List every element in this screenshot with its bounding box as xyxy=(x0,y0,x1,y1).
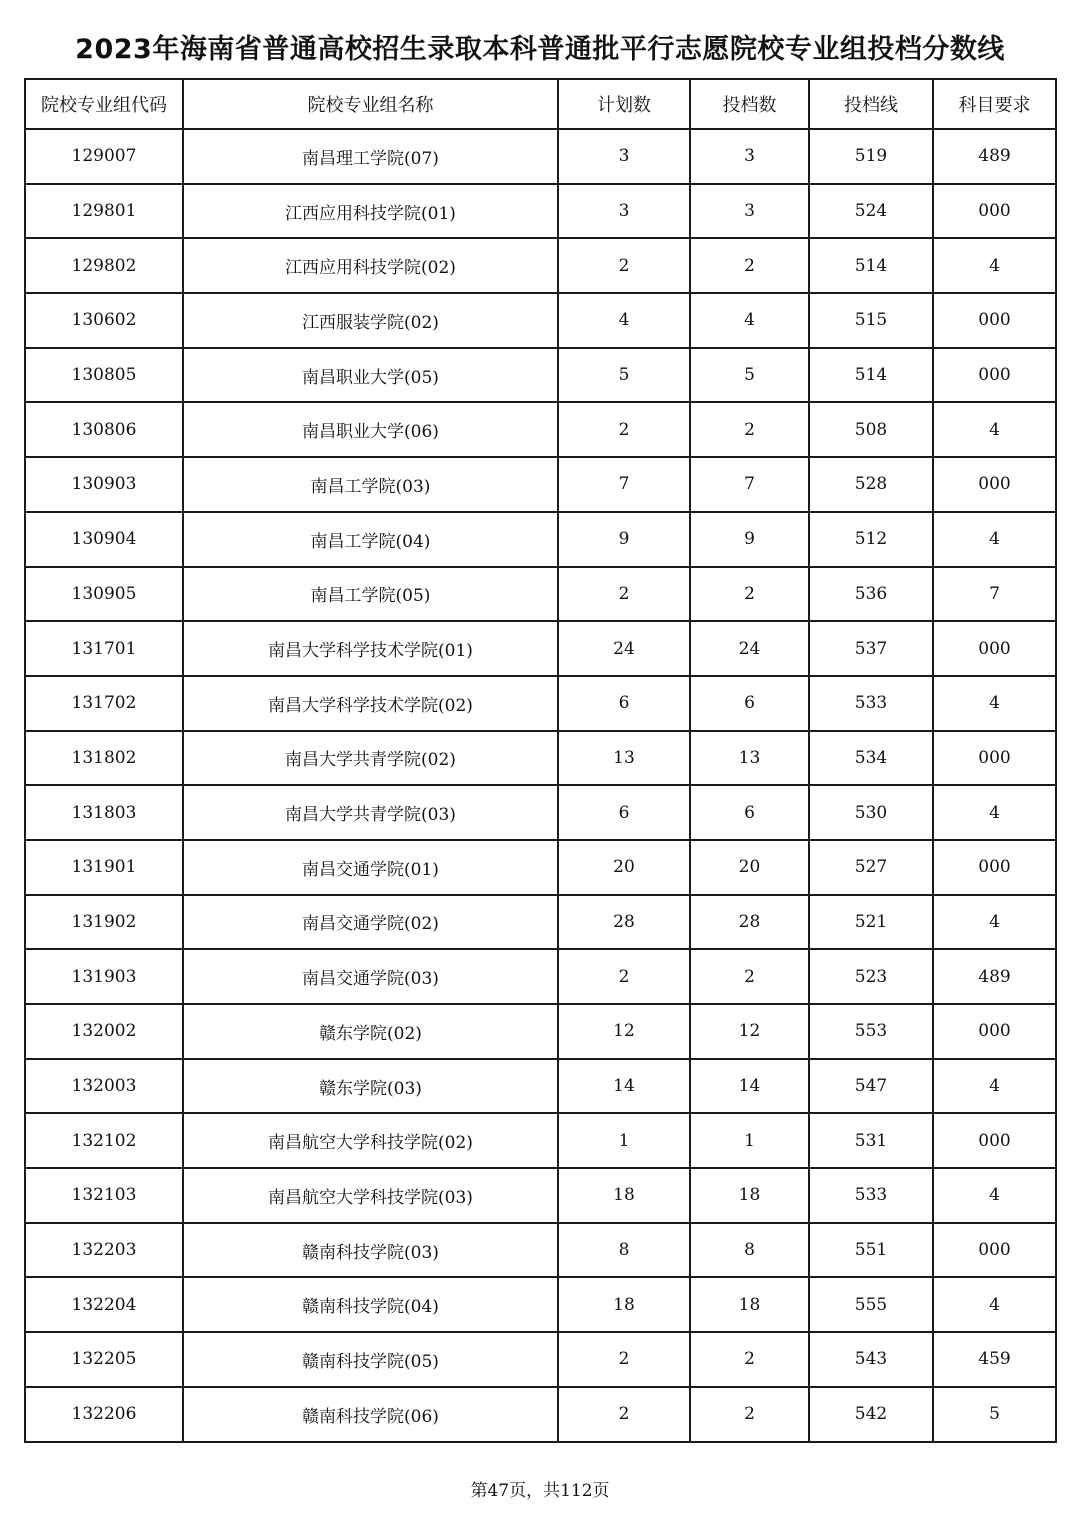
table-row xyxy=(25,1004,1056,1059)
table-row xyxy=(25,731,1056,786)
admitted-count-cell: 18 xyxy=(690,1168,809,1223)
plan-count-cell: 13 xyxy=(558,731,690,786)
header-cutoff-score: 投档线 xyxy=(809,79,933,129)
group-code-cell: 130602 xyxy=(25,293,183,348)
table-body xyxy=(25,129,1056,1442)
admitted-count-cell: 2 xyxy=(690,1332,809,1387)
plan-count-cell: 6 xyxy=(558,676,690,731)
group-code-cell: 132102 xyxy=(25,1113,183,1168)
subject-requirement-cell: 000 xyxy=(933,1004,1056,1059)
group-name-cell: 江西服装学院(02) xyxy=(183,293,558,348)
cutoff-score-cell: 536 xyxy=(809,567,933,622)
group-code-cell: 130903 xyxy=(25,457,183,512)
table-row xyxy=(25,238,1056,293)
table-row xyxy=(25,1277,1056,1332)
subject-requirement-cell: 489 xyxy=(933,129,1056,184)
group-code-cell: 130904 xyxy=(25,512,183,567)
group-code-cell: 132204 xyxy=(25,1277,183,1332)
admitted-count-cell: 2 xyxy=(690,238,809,293)
table-row xyxy=(25,785,1056,840)
subject-requirement-cell: 4 xyxy=(933,1277,1056,1332)
plan-count-cell: 6 xyxy=(558,785,690,840)
header-plan-count: 计划数 xyxy=(558,79,690,129)
table-row xyxy=(25,1387,1056,1442)
plan-count-cell: 7 xyxy=(558,457,690,512)
subject-requirement-cell: 000 xyxy=(933,1113,1056,1168)
plan-count-cell: 2 xyxy=(558,1332,690,1387)
cutoff-score-cell: 534 xyxy=(809,731,933,786)
subject-requirement-cell: 000 xyxy=(933,457,1056,512)
admitted-count-cell: 2 xyxy=(690,1387,809,1442)
admitted-count-cell: 28 xyxy=(690,895,809,950)
plan-count-cell: 3 xyxy=(558,184,690,239)
group-name-cell: 南昌理工学院(07) xyxy=(183,129,558,184)
subject-requirement-cell: 5 xyxy=(933,1387,1056,1442)
plan-count-cell: 24 xyxy=(558,621,690,676)
cutoff-score-cell: 533 xyxy=(809,1168,933,1223)
group-code-cell: 131803 xyxy=(25,785,183,840)
group-code-cell: 132103 xyxy=(25,1168,183,1223)
subject-requirement-cell: 489 xyxy=(933,949,1056,1004)
table-row xyxy=(25,402,1056,457)
group-name-cell: 南昌职业大学(05) xyxy=(183,348,558,403)
cutoff-score-cell: 515 xyxy=(809,293,933,348)
group-code-cell: 130805 xyxy=(25,348,183,403)
group-name-cell: 赣南科技学院(03) xyxy=(183,1223,558,1278)
admitted-count-cell: 20 xyxy=(690,840,809,895)
table-row xyxy=(25,129,1056,184)
group-name-cell: 赣东学院(02) xyxy=(183,1004,558,1059)
plan-count-cell: 3 xyxy=(558,129,690,184)
header-admitted-count: 投档数 xyxy=(690,79,809,129)
table-row xyxy=(25,184,1056,239)
table-row xyxy=(25,1223,1056,1278)
plan-count-cell: 1 xyxy=(558,1113,690,1168)
group-name-cell: 南昌工学院(04) xyxy=(183,512,558,567)
group-name-cell: 赣南科技学院(04) xyxy=(183,1277,558,1332)
plan-count-cell: 2 xyxy=(558,238,690,293)
subject-requirement-cell: 4 xyxy=(933,402,1056,457)
group-name-cell: 南昌航空大学科技学院(03) xyxy=(183,1168,558,1223)
plan-count-cell: 9 xyxy=(558,512,690,567)
subject-requirement-cell: 4 xyxy=(933,512,1056,567)
plan-count-cell: 18 xyxy=(558,1168,690,1223)
plan-count-cell: 14 xyxy=(558,1059,690,1114)
plan-count-cell: 18 xyxy=(558,1277,690,1332)
cutoff-score-cell: 508 xyxy=(809,402,933,457)
subject-requirement-cell: 4 xyxy=(933,1059,1056,1114)
table-row xyxy=(25,1332,1056,1387)
table-row xyxy=(25,840,1056,895)
cutoff-score-cell: 531 xyxy=(809,1113,933,1168)
table-header-row xyxy=(25,79,1056,129)
group-code-cell: 130905 xyxy=(25,567,183,622)
group-code-cell: 130806 xyxy=(25,402,183,457)
table-row xyxy=(25,567,1056,622)
score-table xyxy=(24,78,1057,1443)
subject-requirement-cell: 4 xyxy=(933,785,1056,840)
subject-requirement-cell: 000 xyxy=(933,840,1056,895)
group-code-cell: 132206 xyxy=(25,1387,183,1442)
admitted-count-cell: 6 xyxy=(690,785,809,840)
cutoff-score-cell: 519 xyxy=(809,129,933,184)
cutoff-score-cell: 551 xyxy=(809,1223,933,1278)
group-code-cell: 131901 xyxy=(25,840,183,895)
group-name-cell: 南昌大学科学技术学院(02) xyxy=(183,676,558,731)
admitted-count-cell: 2 xyxy=(690,567,809,622)
page-footer: 第47页，共112页 xyxy=(470,1481,610,1501)
group-code-cell: 129007 xyxy=(25,129,183,184)
group-name-cell: 赣东学院(03) xyxy=(183,1059,558,1114)
table-row xyxy=(25,676,1056,731)
group-name-cell: 江西应用科技学院(01) xyxy=(183,184,558,239)
cutoff-score-cell: 537 xyxy=(809,621,933,676)
cutoff-score-cell: 555 xyxy=(809,1277,933,1332)
admitted-count-cell: 5 xyxy=(690,348,809,403)
plan-count-cell: 28 xyxy=(558,895,690,950)
group-name-cell: 南昌交通学院(02) xyxy=(183,895,558,950)
admitted-count-cell: 4 xyxy=(690,293,809,348)
admitted-count-cell: 3 xyxy=(690,184,809,239)
subject-requirement-cell: 000 xyxy=(933,348,1056,403)
subject-requirement-cell: 000 xyxy=(933,184,1056,239)
plan-count-cell: 20 xyxy=(558,840,690,895)
header-subject-requirement: 科目要求 xyxy=(933,79,1056,129)
subject-requirement-cell: 4 xyxy=(933,895,1056,950)
group-name-cell: 赣南科技学院(06) xyxy=(183,1387,558,1442)
table-row xyxy=(25,1059,1056,1114)
table-row xyxy=(25,457,1056,512)
admitted-count-cell: 18 xyxy=(690,1277,809,1332)
admitted-count-cell: 9 xyxy=(690,512,809,567)
group-name-cell: 南昌交通学院(03) xyxy=(183,949,558,1004)
group-name-cell: 南昌大学共青学院(02) xyxy=(183,731,558,786)
subject-requirement-cell: 000 xyxy=(933,1223,1056,1278)
admitted-count-cell: 24 xyxy=(690,621,809,676)
cutoff-score-cell: 543 xyxy=(809,1332,933,1387)
group-code-cell: 129802 xyxy=(25,238,183,293)
subject-requirement-cell: 000 xyxy=(933,293,1056,348)
group-code-cell: 132003 xyxy=(25,1059,183,1114)
subject-requirement-cell: 000 xyxy=(933,731,1056,786)
cutoff-score-cell: 512 xyxy=(809,512,933,567)
subject-requirement-cell: 4 xyxy=(933,238,1056,293)
subject-requirement-cell: 4 xyxy=(933,676,1056,731)
admitted-count-cell: 7 xyxy=(690,457,809,512)
group-code-cell: 132205 xyxy=(25,1332,183,1387)
group-name-cell: 南昌大学共青学院(03) xyxy=(183,785,558,840)
cutoff-score-cell: 524 xyxy=(809,184,933,239)
group-code-cell: 131701 xyxy=(25,621,183,676)
cutoff-score-cell: 533 xyxy=(809,676,933,731)
cutoff-score-cell: 514 xyxy=(809,238,933,293)
table-row xyxy=(25,621,1056,676)
admitted-count-cell: 14 xyxy=(690,1059,809,1114)
cutoff-score-cell: 547 xyxy=(809,1059,933,1114)
table-row xyxy=(25,293,1056,348)
plan-count-cell: 2 xyxy=(558,949,690,1004)
subject-requirement-cell: 7 xyxy=(933,567,1056,622)
cutoff-score-cell: 523 xyxy=(809,949,933,1004)
table-row xyxy=(25,1113,1056,1168)
group-name-cell: 南昌交通学院(01) xyxy=(183,840,558,895)
admitted-count-cell: 12 xyxy=(690,1004,809,1059)
group-name-cell: 南昌工学院(03) xyxy=(183,457,558,512)
group-code-cell: 131903 xyxy=(25,949,183,1004)
group-code-cell: 129801 xyxy=(25,184,183,239)
table-row xyxy=(25,348,1056,403)
cutoff-score-cell: 553 xyxy=(809,1004,933,1059)
plan-count-cell: 5 xyxy=(558,348,690,403)
page-title: 2023年海南省普通高校招生录取本科普通批平行志愿院校专业组投档分数线 xyxy=(75,34,1005,65)
cutoff-score-cell: 514 xyxy=(809,348,933,403)
admitted-count-cell: 2 xyxy=(690,402,809,457)
group-name-cell: 赣南科技学院(05) xyxy=(183,1332,558,1387)
admitted-count-cell: 2 xyxy=(690,949,809,1004)
table-row xyxy=(25,512,1056,567)
admitted-count-cell: 6 xyxy=(690,676,809,731)
group-name-cell: 南昌职业大学(06) xyxy=(183,402,558,457)
cutoff-score-cell: 521 xyxy=(809,895,933,950)
group-name-cell: 南昌工学院(05) xyxy=(183,567,558,622)
admitted-count-cell: 13 xyxy=(690,731,809,786)
plan-count-cell: 12 xyxy=(558,1004,690,1059)
group-name-cell: 南昌航空大学科技学院(02) xyxy=(183,1113,558,1168)
cutoff-score-cell: 530 xyxy=(809,785,933,840)
plan-count-cell: 2 xyxy=(558,402,690,457)
admitted-count-cell: 8 xyxy=(690,1223,809,1278)
table-row xyxy=(25,895,1056,950)
plan-count-cell: 2 xyxy=(558,1387,690,1442)
admitted-count-cell: 1 xyxy=(690,1113,809,1168)
cutoff-score-cell: 528 xyxy=(809,457,933,512)
group-name-cell: 南昌大学科学技术学院(01) xyxy=(183,621,558,676)
table-row xyxy=(25,949,1056,1004)
group-code-cell: 131802 xyxy=(25,731,183,786)
cutoff-score-cell: 527 xyxy=(809,840,933,895)
group-code-cell: 131902 xyxy=(25,895,183,950)
header-group-name: 院校专业组名称 xyxy=(183,79,558,129)
header-group-code: 院校专业组代码 xyxy=(25,79,183,129)
group-code-cell: 132203 xyxy=(25,1223,183,1278)
plan-count-cell: 4 xyxy=(558,293,690,348)
admitted-count-cell: 3 xyxy=(690,129,809,184)
group-name-cell: 江西应用科技学院(02) xyxy=(183,238,558,293)
subject-requirement-cell: 4 xyxy=(933,1168,1056,1223)
table-row xyxy=(25,1168,1056,1223)
plan-count-cell: 8 xyxy=(558,1223,690,1278)
plan-count-cell: 2 xyxy=(558,567,690,622)
subject-requirement-cell: 000 xyxy=(933,621,1056,676)
group-code-cell: 132002 xyxy=(25,1004,183,1059)
cutoff-score-cell: 542 xyxy=(809,1387,933,1442)
group-code-cell: 131702 xyxy=(25,676,183,731)
subject-requirement-cell: 459 xyxy=(933,1332,1056,1387)
